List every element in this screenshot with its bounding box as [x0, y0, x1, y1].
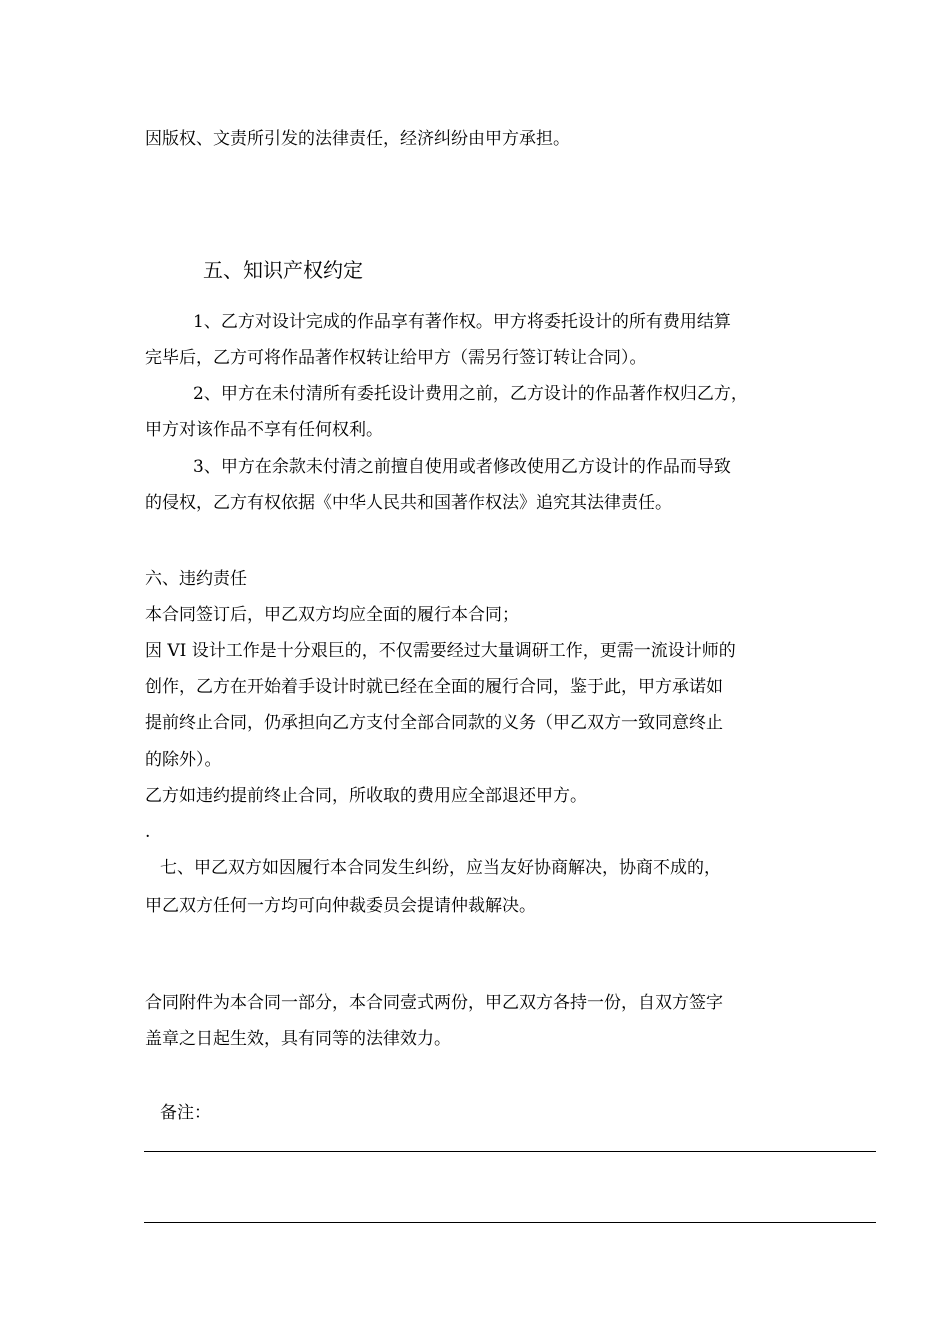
clause-6-1: 本合同签订后，甲乙双方均应全面的履行本合同； — [145, 605, 519, 625]
clause-5-3-line-2: 的侵权，乙方有权依据《中华人民共和国著作权法》追究其法律责任。 — [145, 493, 672, 513]
clause-6-3: 乙方如违约提前终止合同，所收取的费用应全部退还甲方。 — [145, 786, 587, 806]
clause-5-2-line-1: 2、甲方在未付清所有委托设计费用之前，乙方设计的作品著作权归乙方， — [193, 384, 748, 404]
clause-5-1-line-2: 完毕后，乙方可将作品著作权转让给甲方（需另行签订转让合同）。 — [145, 348, 647, 368]
closing-line-2: 盖章之日起生效，具有同等的法律效力。 — [145, 1029, 451, 1049]
section-6-heading: 六、违约责任 — [145, 569, 247, 589]
clause-6-2-line-3: 提前终止合同，仍承担向乙方支付全部合同款的义务（甲乙双方一致同意终止 — [145, 713, 723, 733]
clause-7-line-1: 七、甲乙双方如因履行本合同发生纠纷，应当友好协商解决，协商不成的， — [160, 858, 721, 878]
stray-dot: . — [145, 822, 151, 842]
remark-label: 备注： — [160, 1103, 211, 1123]
section-5-heading: 五、知识产权约定 — [203, 258, 363, 282]
clause-5-1-line-1: 1、乙方对设计完成的作品享有著作权。甲方将委托设计的所有费用结算 — [193, 312, 731, 332]
liability-clause-end: 因版权、文责所引发的法律责任，经济纠纷由甲方承担。 — [145, 129, 570, 149]
clause-6-2-line-1: 因 VI 设计工作是十分艰巨的，不仅需要经过大量调研工作，更需一流设计师的 — [145, 641, 736, 661]
clause-5-3-line-1: 3、甲方在余款未付清之前擅自使用或者修改使用乙方设计的作品而导致 — [193, 457, 731, 477]
clause-5-2-line-2: 甲方对该作品不享有任何权利。 — [145, 420, 383, 440]
remark-line-1 — [144, 1151, 876, 1152]
clause-7-line-2: 甲乙双方任何一方均可向仲裁委员会提请仲裁解决。 — [145, 896, 536, 916]
closing-line-1: 合同附件为本合同一部分，本合同壹式两份，甲乙双方各持一份，自双方签字 — [145, 993, 723, 1013]
clause-6-2-line-2: 创作，乙方在开始着手设计时就已经在全面的履行合同，鉴于此，甲方承诺如 — [145, 677, 723, 697]
remark-line-2 — [144, 1222, 876, 1223]
clause-6-2-line-4: 的除外）。 — [145, 750, 222, 770]
